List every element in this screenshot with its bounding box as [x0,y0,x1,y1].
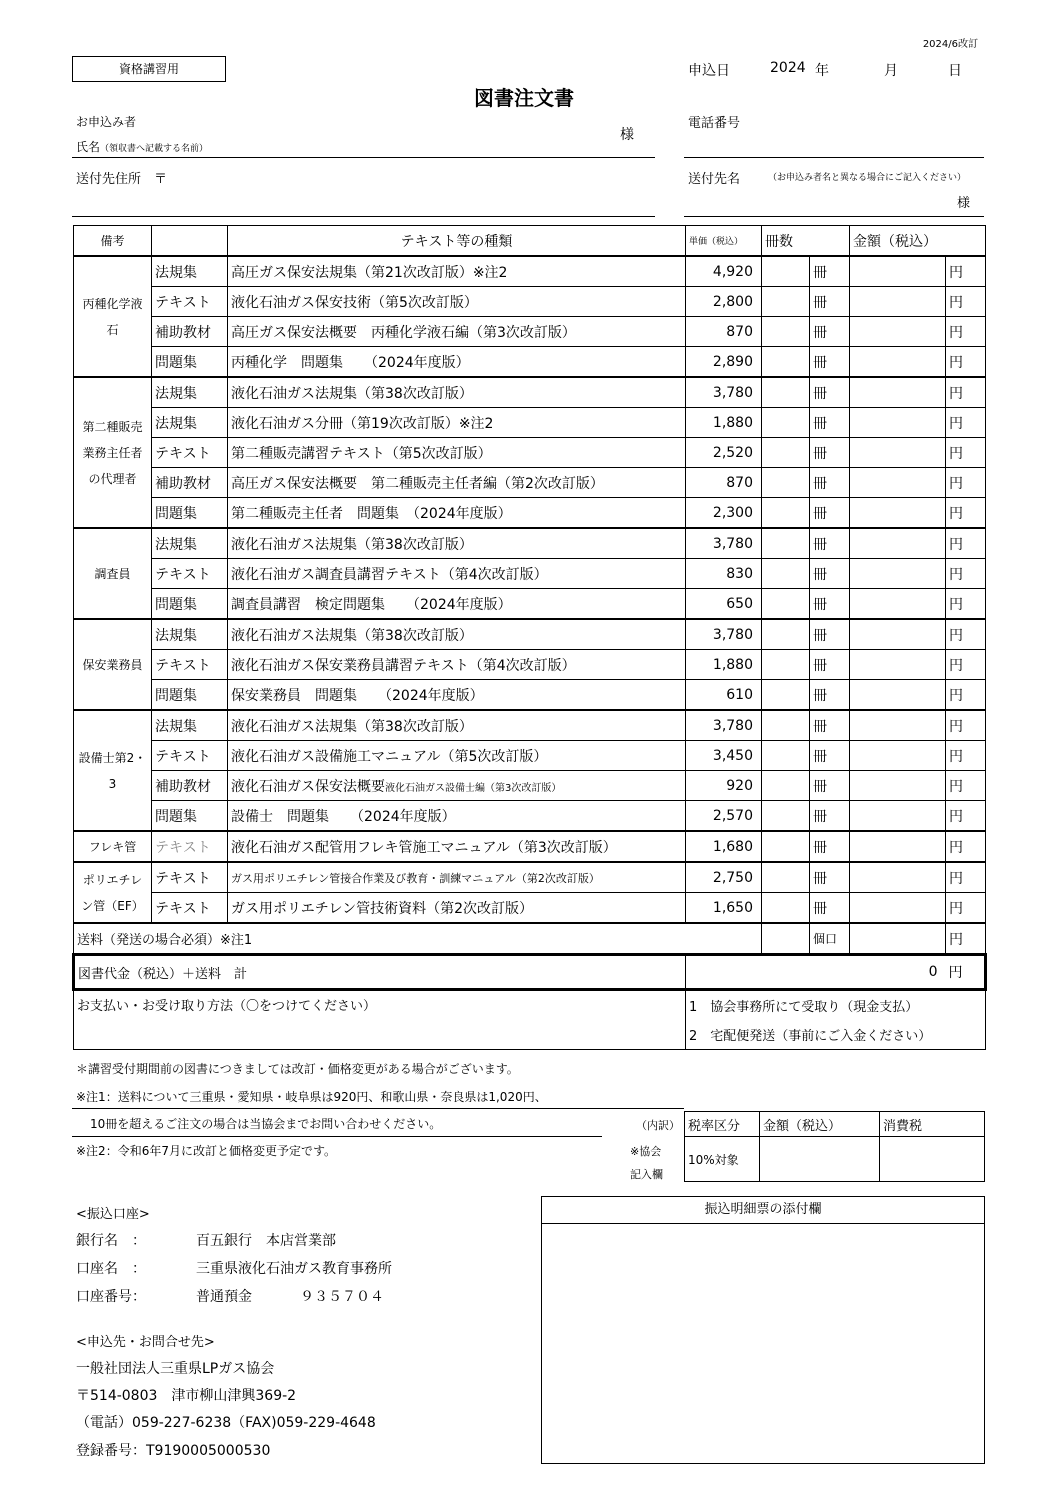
revision-date: 2024/6改訂 [922,39,978,50]
bank-heading: <振込口座> [76,1207,150,1222]
contact-heading: <申込先・お問合せ先> [76,1335,215,1350]
table-row [74,317,986,347]
table-row [74,498,986,529]
row-title: 液化石油ガス分冊（第19次改訂版）※注2 [228,408,686,438]
registration-number: 登録番号：T9190005000530 [76,1443,271,1459]
table-row [74,347,986,378]
yen-unit: 円 [946,438,986,468]
quantity-input[interactable] [762,771,810,801]
yen-unit: 円 [946,528,986,559]
note-2: ※注2：令和6年7月に改訂と価格変更予定です。 [76,1144,337,1158]
payment-row [74,990,986,1021]
amount-input[interactable] [850,347,946,378]
address-label: 送付先住所 〒 [76,172,168,187]
quantity-unit: 冊 [810,287,850,317]
row-price: 3,450 [686,741,762,771]
row-type: 法規集 [152,408,228,438]
row-price: 920 [686,771,762,801]
row-title: 液化石油ガス保安技術（第5次改訂版） [228,287,686,317]
yen-unit: 円 [946,771,986,801]
note-0: ＊講習受付期間前の図書につきましては改訂・価格変更がある場合がございます。 [76,1062,519,1076]
transfer-slip-box[interactable] [541,1196,985,1464]
row-type: 問題集 [152,801,228,832]
quantity-input[interactable] [762,287,810,317]
row-price: 830 [686,559,762,589]
note-1: ※注1：送料について三重県・愛知県・岐阜県は920円、和歌山県・奈良県は1,020円、 [76,1090,547,1104]
order-table [72,225,987,1050]
row-type: 補助教材 [152,468,228,498]
quantity-unit: 冊 [810,347,850,378]
recipient-label: 送付先名 [688,172,741,187]
row-price: 1,650 [686,893,762,924]
account-name-value: 三重県液化石油ガス教育事務所 [196,1261,392,1277]
row-title: 設備士 問題集 （2024年度版） [228,801,686,832]
amount-input[interactable] [850,831,946,862]
row-price: 2,890 [686,347,762,378]
amount-input[interactable] [850,862,946,893]
amount-input[interactable] [850,619,946,650]
contact-address: 〒514-0803 津市柳山津興369-2 [76,1388,297,1404]
recipient-note: （お申込み者名と異なる場合にご記入ください） [768,173,967,183]
tax-value-field[interactable] [880,1137,985,1182]
quantity-unit: 冊 [810,619,850,650]
quantity-input[interactable] [762,498,810,529]
row-price: 2,520 [686,438,762,468]
quantity-input[interactable] [762,559,810,589]
total-value: 0 [686,955,946,990]
row-title: 高圧ガス保安法概要 第二種販売主任者編（第2次改訂版） [228,468,686,498]
quantity-unit: 冊 [810,893,850,924]
name-label: 氏名（領収書へ記載する名前） [76,140,209,154]
row-type: テキスト [152,893,228,924]
quantity-input[interactable] [762,650,810,680]
table-row [74,862,986,893]
row-title: 丙種化学 問題集 （2024年度版） [228,347,686,378]
form-label: 資格講習用 [72,56,226,82]
yen-unit: 円 [946,317,986,347]
row-type: 法規集 [152,377,228,408]
tax-amount-field[interactable] [760,1137,880,1182]
yen-unit: 円 [946,680,986,711]
quantity-unit: 冊 [810,801,850,832]
quantity-unit: 冊 [810,408,850,438]
row-type: 法規集 [152,619,228,650]
yen-unit: 円 [946,468,986,498]
yen-unit: 円 [946,831,986,862]
row-type: 法規集 [152,710,228,741]
yen-unit: 円 [946,862,986,893]
amount-input[interactable] [850,498,946,529]
table-row [74,650,986,680]
yen-unit: 円 [946,377,986,408]
row-title: 第二種販売主任者 問題集 （2024年度版） [228,498,686,529]
yen-unit: 円 [946,923,986,955]
amount-input[interactable] [850,438,946,468]
quantity-unit: 冊 [810,680,850,711]
row-title: 液化石油ガス法規集（第38次改訂版） [228,710,686,741]
header-kind: テキスト等の種類 [228,226,686,257]
yen-unit: 円 [946,710,986,741]
row-type: テキスト [152,862,228,893]
quantity-unit: 冊 [810,589,850,620]
yen-unit: 円 [946,498,986,529]
assoc-label-2: 記入欄 [630,1168,663,1181]
breakdown-label: （内訳） [636,1119,680,1132]
amount-input[interactable] [850,408,946,438]
row-title: 液化石油ガス設備施工マニュアル（第5次改訂版） [228,741,686,771]
amount-input[interactable] [850,287,946,317]
quantity-input[interactable] [762,893,810,924]
quantity-input[interactable] [762,741,810,771]
bank-value: 百五銀行 本店営業部 [196,1233,336,1249]
table-header-row [74,226,986,257]
row-title: ガス用ポリエチレン管接合作業及び教育・訓練マニュアル（第2次改訂版） [228,862,686,893]
row-type: 問題集 [152,498,228,529]
yen-unit: 円 [946,559,986,589]
amount-input[interactable] [850,680,946,711]
quantity-input[interactable] [762,831,810,862]
page-title: 図書注文書 [474,86,574,110]
row-price: 870 [686,468,762,498]
amount-input[interactable] [850,559,946,589]
row-title: 液化石油ガス調査員講習テキスト（第4次改訂版） [228,559,686,589]
row-title: 保安業務員 問題集 （2024年度版） [228,680,686,711]
amount-input[interactable] [850,710,946,741]
recipient-honorific: 様 [957,196,971,211]
quantity-input[interactable] [762,710,810,741]
row-title: 第二種販売講習テキスト（第5次改訂版） [228,438,686,468]
amount-input[interactable] [850,893,946,924]
row-price: 2,800 [686,287,762,317]
contact-org: 一般社団法人三重県LPガス協会 [76,1361,275,1377]
category-cell: 保安業務員 [74,619,152,710]
row-title: 液化石油ガス保安法概要液化石油ガス設備士編（第3次改訂版） [228,771,686,801]
row-price: 2,300 [686,498,762,529]
table-row [74,377,986,408]
row-type: 問題集 [152,347,228,378]
tax-breakdown-table [684,1111,985,1182]
table-row [74,831,986,862]
amount-input[interactable] [850,589,946,620]
row-title: 高圧ガス保安法概要 丙種化学液石編（第3次改訂版） [228,317,686,347]
yen-unit: 円 [946,619,986,650]
tax-header-amount: 金額（税込） [760,1112,880,1137]
table-row [74,680,986,711]
amount-input[interactable] [850,377,946,408]
phone-label: 電話番号 [688,116,741,131]
row-type: テキスト [152,438,228,468]
row-price: 2,570 [686,801,762,832]
quantity-unit: 冊 [810,377,850,408]
yen-unit: 円 [946,589,986,620]
table-row [74,559,986,589]
quantity-unit: 冊 [810,498,850,529]
header-remarks: 備考 [74,226,152,257]
row-price: 3,780 [686,619,762,650]
yen-unit: 円 [946,741,986,771]
quantity-input[interactable] [762,801,810,832]
application-date-label: 申込日 [688,63,730,79]
quantity-input[interactable] [762,528,810,559]
tax-rate-10: 10%対象 [685,1137,760,1182]
table-row [74,771,986,801]
row-type: 補助教材 [152,317,228,347]
category-cell: 第二種販売業務主任者の代理者 [74,377,152,528]
amount-input[interactable] [850,650,946,680]
yen-unit: 円 [946,347,986,378]
quantity-unit: 冊 [810,559,850,589]
row-type: 法規集 [152,528,228,559]
row-price: 3,780 [686,528,762,559]
quantity-unit: 冊 [810,438,850,468]
row-title: 液化石油ガス法規集（第38次改訂版） [228,377,686,408]
tax-header-tax: 消費税 [880,1112,985,1137]
bank-label: 銀行名 ： [76,1233,146,1249]
application-year: 2024 [770,60,806,76]
category-cell: ポリエチレン管（EF） [74,862,152,923]
row-title: ガス用ポリエチレン管技術資料（第2次改訂版） [228,893,686,924]
row-price: 3,780 [686,377,762,408]
transfer-slip-title: 振込明細票の添付欄 [542,1197,984,1224]
total-label: 図書代金（税込）＋送料 計 [74,955,686,990]
payment-option-2[interactable]: 2 宅配便発送（事前にご入金ください） [686,1020,986,1050]
yen-unit: 円 [946,256,986,287]
row-price: 1,880 [686,650,762,680]
account-type: 普通預金 [196,1289,252,1305]
quantity-input[interactable] [762,468,810,498]
row-price: 1,680 [686,831,762,862]
table-row [74,589,986,620]
amount-input[interactable] [850,801,946,832]
row-title: 液化石油ガス法規集（第38次改訂版） [228,619,686,650]
quantity-unit: 冊 [810,650,850,680]
row-title: 高圧ガス保安法規集（第21次改訂版）※注2 [228,256,686,287]
day-unit: 日 [948,63,962,79]
table-row [74,287,986,317]
shipping-unit: 個口 [810,923,850,955]
total-row [74,955,986,990]
row-price: 610 [686,680,762,711]
row-price: 4,920 [686,256,762,287]
amount-input[interactable] [850,528,946,559]
header-amount: 金額（税込） [850,226,986,257]
quantity-input[interactable] [762,589,810,620]
account-number: ９３５７０４ [300,1289,384,1305]
row-title: 液化石油ガス配管用フレキ管施工マニュアル（第3次改訂版） [228,831,686,862]
quantity-input[interactable] [762,377,810,408]
table-row [74,256,986,287]
row-type: テキスト [152,741,228,771]
quantity-unit: 冊 [810,831,850,862]
shipping-row [74,923,986,955]
shipping-label: 送料（発送の場合必須）※注1 [74,923,762,955]
category-cell: 設備士第2・3 [74,710,152,831]
table-row [74,893,986,924]
row-type: テキスト [152,559,228,589]
table-row [74,801,986,832]
row-type: 補助教材 [152,771,228,801]
row-type: 問題集 [152,680,228,711]
row-title: 液化石油ガス法規集（第38次改訂版） [228,528,686,559]
table-row [74,528,986,559]
quantity-input[interactable] [762,317,810,347]
yen-unit: 円 [946,287,986,317]
amount-input[interactable] [850,317,946,347]
tax-header-rate: 税率区分 [685,1112,760,1137]
quantity-unit: 冊 [810,741,850,771]
quantity-unit: 冊 [810,317,850,347]
yen-unit: 円 [946,801,986,832]
category-cell: 調査員 [74,528,152,619]
category-cell: フレキ管 [74,831,152,862]
row-type: 法規集 [152,256,228,287]
row-price: 1,880 [686,408,762,438]
account-name-label: 口座名 ： [76,1261,146,1277]
year-unit: 年 [815,63,829,79]
quantity-unit: 冊 [810,710,850,741]
quantity-input[interactable] [762,438,810,468]
row-title: 調査員講習 検定問題集 （2024年度版） [228,589,686,620]
month-unit: 月 [884,63,898,79]
table-row [74,438,986,468]
amount-input[interactable] [850,256,946,287]
contact-tel: （電話）059-227-6238（FAX)059-229-4648 [76,1415,376,1431]
payment-option-1[interactable]: 1 協会事務所にて受取り（現金支払） [686,990,986,1021]
applicant-honorific: 様 [620,127,634,143]
quantity-input[interactable] [762,408,810,438]
row-price: 2,750 [686,862,762,893]
quantity-unit: 冊 [810,468,850,498]
applicant-label: お申込み者 [76,115,137,129]
payment-label: お支払い・お受け取り方法（〇をつけてください） [74,990,686,1050]
quantity-unit: 冊 [810,256,850,287]
yen-unit: 円 [946,893,986,924]
header-qty: 冊数 [762,226,850,257]
header-price: 単価（税込） [686,226,762,257]
quantity-input[interactable] [762,680,810,711]
shipping-count-input[interactable] [762,923,810,955]
assoc-label-1: ※協会 [630,1145,662,1158]
amount-input[interactable] [850,741,946,771]
quantity-unit: 冊 [810,528,850,559]
row-title: 液化石油ガス保安業務員講習テキスト（第4次改訂版） [228,650,686,680]
quantity-input[interactable] [762,862,810,893]
note-1b: 10冊を超えるご注文の場合は当協会までお問い合わせください。 [90,1117,442,1131]
row-type: テキスト [152,650,228,680]
quantity-unit: 冊 [810,862,850,893]
row-type: 問題集 [152,589,228,620]
yen-unit: 円 [946,650,986,680]
quantity-input[interactable] [762,347,810,378]
amount-input[interactable] [850,468,946,498]
quantity-input[interactable] [762,619,810,650]
row-price: 650 [686,589,762,620]
table-row [74,710,986,741]
table-row [74,468,986,498]
quantity-input[interactable] [762,256,810,287]
table-row [74,408,986,438]
table-row [74,619,986,650]
row-price: 870 [686,317,762,347]
table-row [74,741,986,771]
account-number-label: 口座番号： [76,1289,146,1305]
amount-input[interactable] [850,771,946,801]
yen-unit: 円 [946,955,986,990]
row-type: テキスト [152,831,228,862]
category-cell: 丙種化学液石 [74,256,152,377]
row-type: テキスト [152,287,228,317]
quantity-unit: 冊 [810,771,850,801]
shipping-amount-input[interactable] [850,923,946,955]
row-price: 3,780 [686,710,762,741]
yen-unit: 円 [946,408,986,438]
